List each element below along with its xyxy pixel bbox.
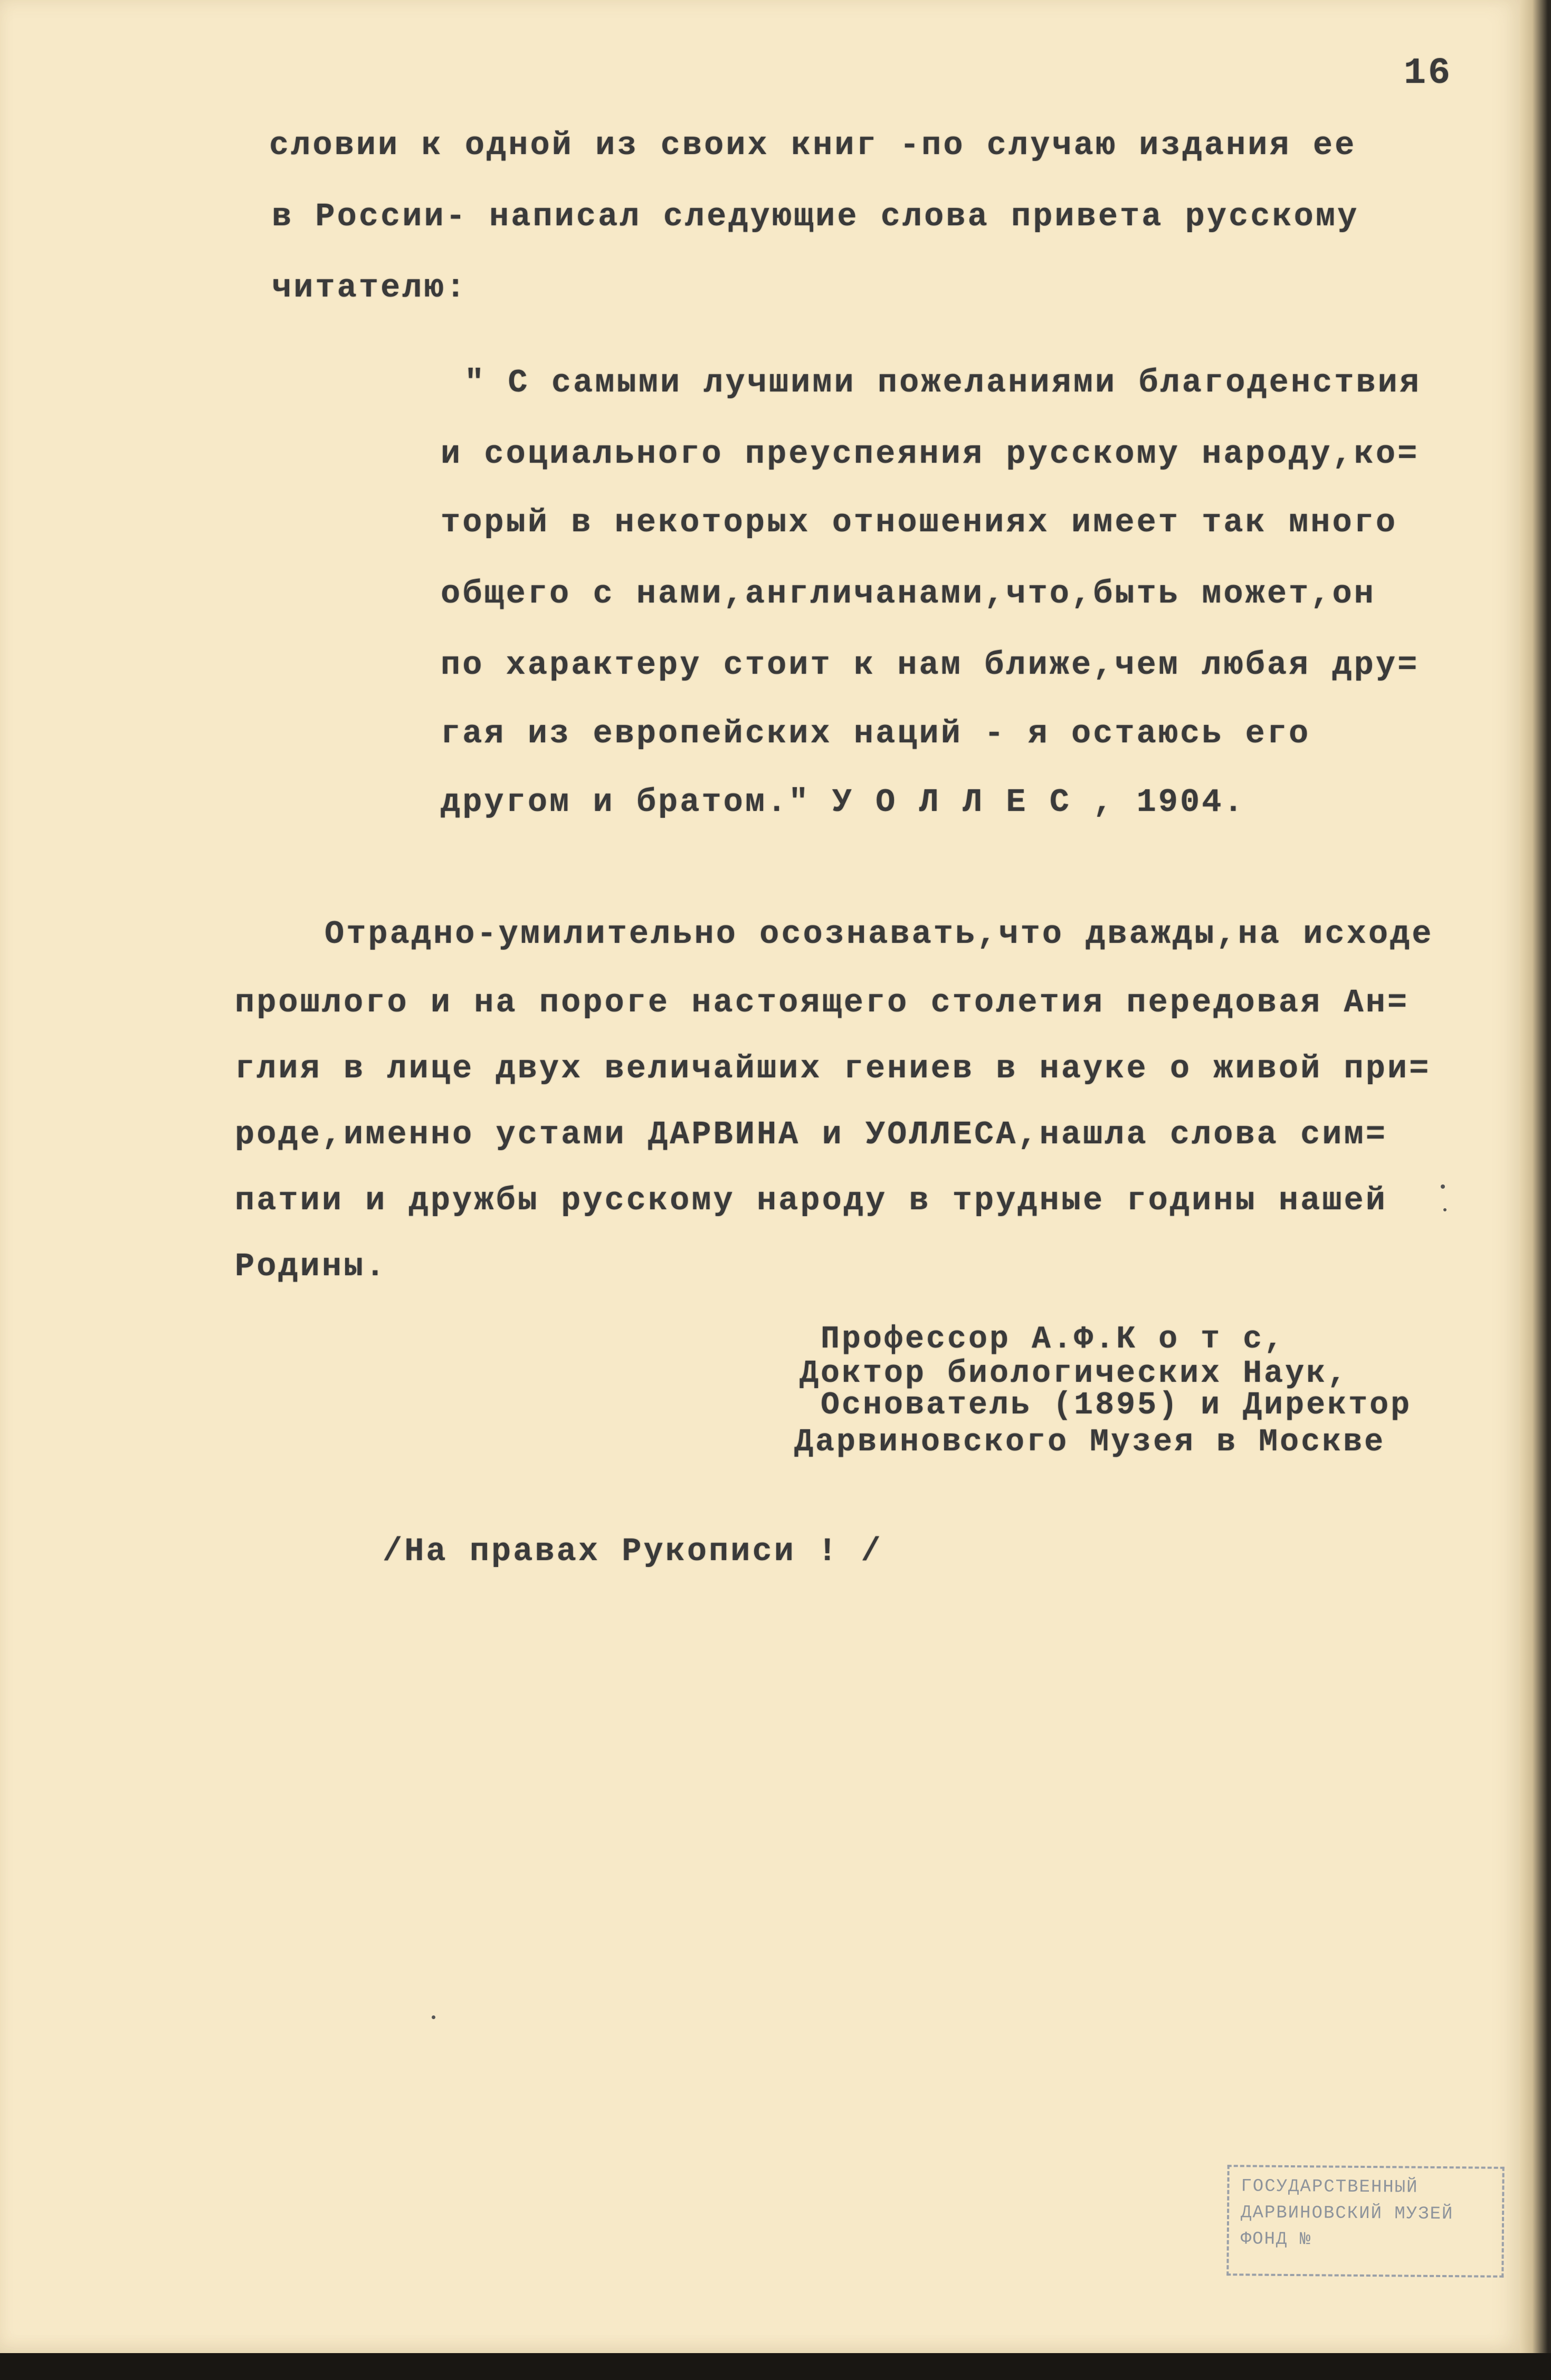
stamp-line: ФОНД № (1240, 2229, 1312, 2250)
text-line: Отрадно-умилительно осознавать,что дважды,на исходе (325, 915, 1434, 953)
quote-line: другом и братом." У О Л Л Е С , 1904. (441, 783, 1245, 821)
quote-line: общего с нами,англичанами,что,быть может,он (441, 575, 1376, 613)
page-right-edge (1520, 0, 1551, 2353)
paper-speck (1443, 1208, 1447, 1211)
quote-line: " С самыми лучшими пожеланиями благоденствия (464, 364, 1422, 402)
paper-speck (1441, 1184, 1445, 1189)
stamp-line: ГОСУДАРСТВЕННЫЙ (1241, 2176, 1419, 2198)
text-line: прошлого и на пороге настоящего столетия передовая Ан= (235, 984, 1410, 1021)
page-number: 16 (1404, 53, 1453, 94)
signature-line: Основатель (1895) и Директор (821, 1388, 1412, 1423)
paper-speck (432, 2015, 435, 2019)
text-line: патии и дружбы русскому народу в трудные годины нашей (235, 1182, 1387, 1219)
archive-stamp (1226, 2165, 1504, 2278)
text-line: Родины. (235, 1248, 387, 1285)
signature-line: Доктор биологических Наук, (800, 1356, 1349, 1392)
quote-line: гая из европейских наций - я остаюсь его (441, 715, 1311, 752)
quote-line: и социального преуспеяния русскому народу,ко= (441, 435, 1420, 473)
scan-bottom-edge (0, 2353, 1551, 2380)
signature-line: Дарвиновского Музея в Москве (794, 1425, 1386, 1460)
text-line: глия в лице двух величайших гениев в науке о живой при= (235, 1050, 1431, 1087)
text-line: читателю: (272, 269, 468, 307)
signature-line: Профессор А.Ф.К о т с, (821, 1322, 1286, 1358)
quote-line: торый в некоторых отношениях имеет так много (441, 504, 1398, 541)
stamp-line: ДАРВИНОВСКИЙ МУЗЕЙ (1240, 2203, 1454, 2225)
rights-note: /На правах Рукописи ! / (383, 1533, 883, 1570)
text-line: в России- написал следующие слова привета русскому (272, 198, 1359, 235)
text-line: словии к одной из своих книг -по случаю издания ее (269, 127, 1357, 164)
text-line: роде,именно устами ДАРВИНА и УОЛЛЕСА,нашла слова сим= (235, 1116, 1387, 1153)
quote-line: по характеру стоит к нам ближе,чем любая дру= (441, 646, 1420, 684)
